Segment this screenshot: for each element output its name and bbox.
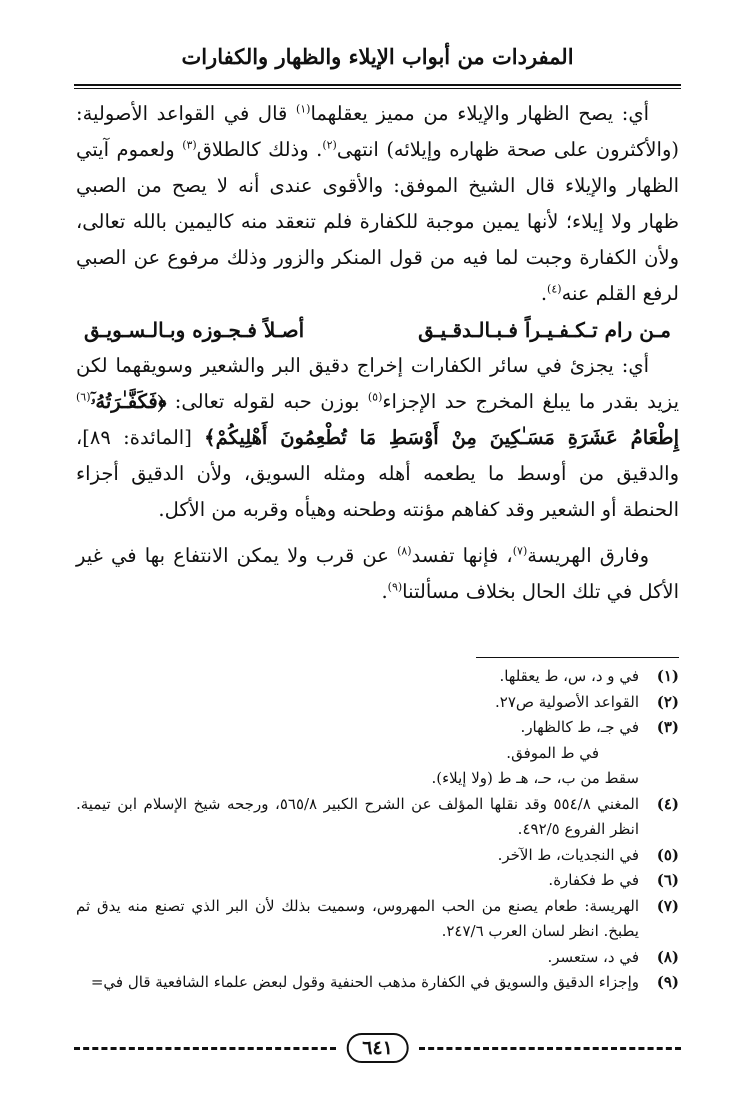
footnote-text: وإجزاء الدقيق والسويق في الكفارة مذهب الحنفية وقول لبعض علماء الشافعية قال في= <box>90 973 639 991</box>
footnote <box>76 664 679 690</box>
footnote <box>76 843 679 869</box>
main-text <box>76 96 679 610</box>
footnote-ref[interactable]: (٦) <box>76 390 91 404</box>
footnote-ref[interactable]: (٧) <box>512 544 528 558</box>
verse-hemistich-right: مـن رام تـكـفـيـراً فـبـالـدقـيـق <box>418 318 671 342</box>
footnote-text: الهريسة: طعام يصنع من الحب المهروس، وسميت بذلك لأن البر الذي تصنع منه يدق ثم يطبخ. انظر لسان العرب ٢٤٧/٦. <box>76 896 639 940</box>
footnote-text: في د، ستعسر. <box>547 947 639 966</box>
paragraph-1: أي: يصح الظهار والإيلاء من مميز يعقلهما$^{(١)}$ قال في القواعد الأصولية: (والأكثرون على صحة ظهاره وإيلائه) انتهى$^{(٢)}$. وذلك كالطلاق$^{(٣)}$ ولعموم آيتي الظهار والإيلاء قال الشيخ الموفق: والأقوى عندى أنه لا يصح من الصبي ظهار ولا إيلاء؛ لأنها يمين موجبة للكفارة فلم تنعقد منه كاليمين بالله تعالى، ولأن الكفارة وجبت لما فيه من قول المنكر والزور وذلك مرفوع عن الصبي لرفع القلم عنه$^{(٤)}$. <box>76 102 679 305</box>
footnote <box>76 894 679 945</box>
footnote <box>76 690 679 716</box>
footnote-number: (٥) <box>656 845 679 864</box>
footnote-ref[interactable]: (١) <box>295 102 311 116</box>
footnote-ref[interactable]: (٥) <box>367 390 383 404</box>
footnote <box>76 715 679 792</box>
footnote-text: في ط الموفق. <box>506 743 599 762</box>
footnote <box>76 792 679 843</box>
footnote-number: (٣) <box>656 718 679 736</box>
footnote <box>76 945 679 971</box>
verse-hemistich-left: أصـلاً فـجـوزه وبـالـسـويـق <box>84 318 305 342</box>
footnote-text: في النجديات، ط الآخر. <box>497 845 639 864</box>
footnote-ref[interactable]: (٣) <box>182 138 197 152</box>
footnote-number: (٦) <box>656 871 679 889</box>
footnote-text: القواعد الأصولية ص٢٧. <box>495 692 639 711</box>
page-footer <box>74 1033 681 1063</box>
footnote-number: (٧) <box>656 896 679 915</box>
footnote-ref[interactable]: (٢) <box>322 138 337 152</box>
footnote-number: (١) <box>656 667 679 685</box>
footnote-text: في ط فكفارة. <box>548 871 639 889</box>
quran-verse: ﴿فَكَفَّـٰرَتُهُۥٓ <box>90 390 167 413</box>
header-rule <box>74 84 681 86</box>
footnote-separator <box>476 657 679 658</box>
footnote-number: (٩) <box>656 973 679 991</box>
paragraph-3: وفارق الهريسة$^{(٧)}$، فإنها تفسد$^{(٨)}$ عن قرب ولا يمكن الانتفاع بها في غير الأكل في تلك الحال بخلاف مسألتنا$^{(٩)}$. <box>76 544 679 603</box>
footnote-ref[interactable]: (٨) <box>397 544 412 558</box>
footnotes <box>76 664 679 996</box>
footer-rule-left <box>74 1047 336 1050</box>
footnote-number: (٤) <box>656 794 679 813</box>
verse-heading <box>76 312 679 348</box>
paragraph-2: أي: يجزئ في سائر الكفارات إخراج دقيق البر والشعير وسويقهما لكن يزيد بقدر ما يبلغ المخرج حد الإجزاء$^{(٥)}$ بوزن حبه لقوله تعالى: ﴿فَكَفَّـٰرَتُهُۥٓ$^{(٦)}$ إِطْعَامُ عَشَرَةِ مَسَـٰكِينَ مِنْ أَوْسَطِ مَا تُطْعِمُونَ أَهْلِيكُمْ﴾ [المائدة: ٨٩]، والدقيق من أوسط ما يطعمه أهله ومثله السويق، ولأن الدقيق أجزاء الحنطة أو الشعير وقد كفاهم مؤنته وطحنه وهيأه وقربه من الأكل. <box>76 354 680 521</box>
footnote-text: في جـ، ط كالظهار. <box>520 718 639 736</box>
running-header: المفردات من أبواب الإيلاء والظهار والكفارات <box>181 44 574 69</box>
footnote-text: في و د، س، ط يعقلها. <box>499 667 639 685</box>
footer-rule-right <box>419 1047 681 1050</box>
footnote-text: سقط من ب، حـ، هـ ط (ولا إيلاء). <box>431 769 639 787</box>
header-rule-thin <box>74 88 681 89</box>
footnote <box>76 868 679 894</box>
verse-reference: [المائدة: ٨٩] <box>82 426 205 449</box>
footnote-text: المغني ٥٥٤/٨ وقد نقلها المؤلف عن الشرح الكبير ٥٦٥/٨، ورجحه شيخ الإسلام ابن تيمية. انظر الفروع ٤٩٢/٥. <box>76 794 639 838</box>
page-number: ٦٤١ <box>346 1033 409 1063</box>
footnote-ref[interactable]: (٤) <box>547 282 562 296</box>
quran-verse-cont: إِطْعَامُ عَشَرَةِ مَسَـٰكِينَ مِنْ أَوْسَطِ مَا تُطْعِمُونَ أَهْلِيكُمْ﴾ <box>204 426 680 449</box>
footnote-number: (٨) <box>656 947 679 966</box>
footnote-ref[interactable]: (٩) <box>387 580 403 594</box>
footnote <box>76 970 679 996</box>
footnote-number: (٢) <box>656 692 679 711</box>
